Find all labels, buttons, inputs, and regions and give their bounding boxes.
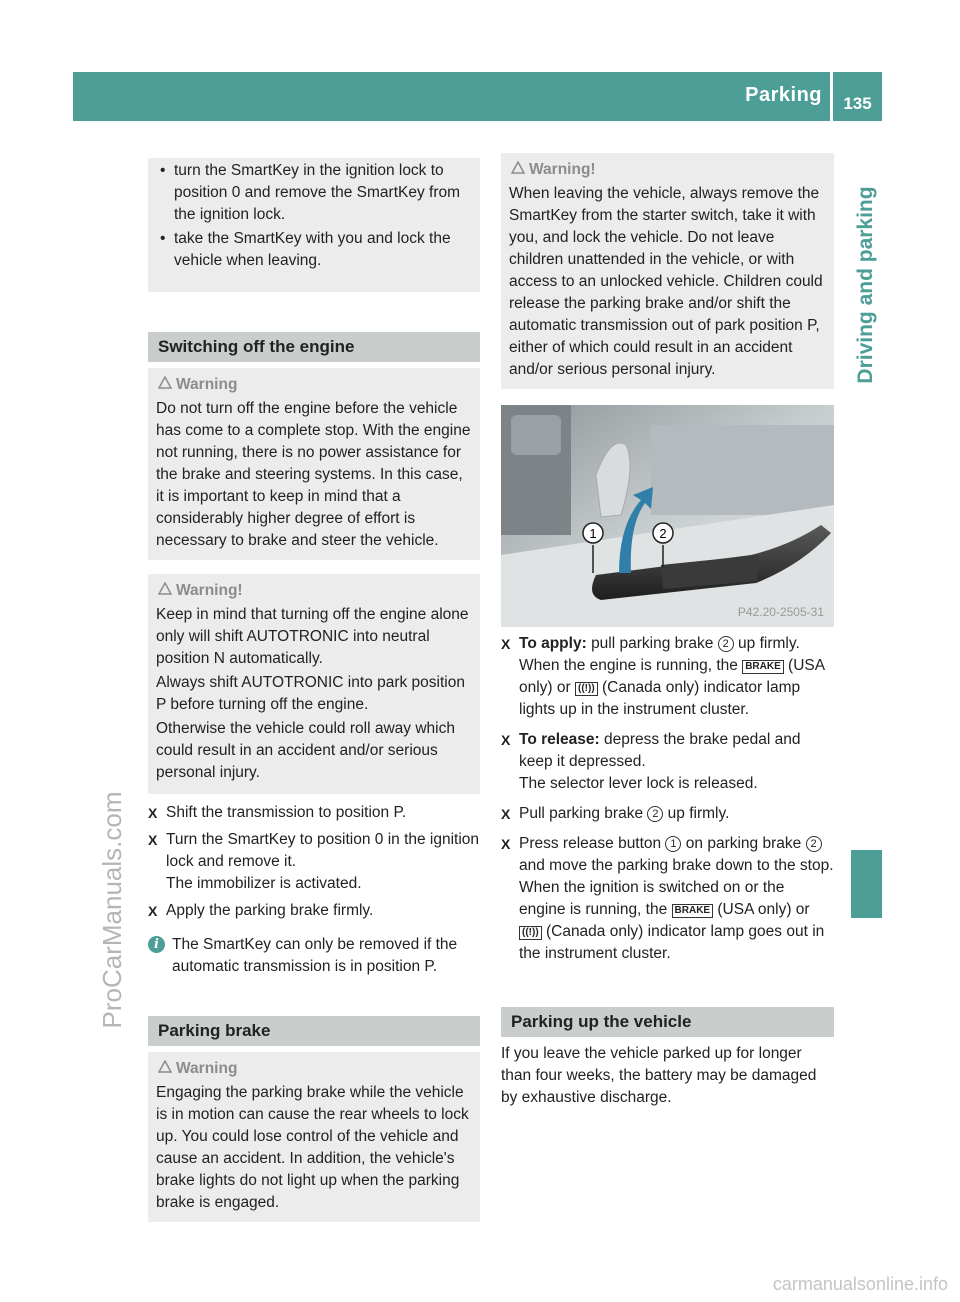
warning-box [501,153,834,389]
warning-box [148,574,480,794]
warning-title: Warning [156,1058,472,1080]
step-item: X Press release button 1 on parking brake 2 and move the parking brake down to the stop. When the ignition is switched on or the engine is running, the BRAKE (USA only) or ((!)) (Canada only) indicator lamp goes out in the instrument cluster. [501,833,834,965]
warning-text: When leaving the vehicle, always remove the SmartKey from the starter switch, take it with you, and lock the vehicle. Do not leave children unattended in the vehicle, or with access to an unlocked vehicle. Children could release the parking brake and/or shift the automatic transmission out of park position P, either of which could result in an accident and/or serious personal injury. [509,185,823,378]
side-marker [851,850,882,918]
parking-brake-photo [501,405,834,627]
info-icon: i [148,936,165,953]
steps-list [148,802,480,922]
warning-triangle-icon [158,374,176,396]
side-tab-label: Driving and parking [854,186,877,384]
photo-code: P42.20-2505-31 [737,605,824,619]
callout-2-symbol: 2 [718,636,734,652]
canada-brake-lamp-icon: ((!)) [519,926,542,940]
page-number: 135 [833,72,882,121]
step-item: X Turn the SmartKey to position 0 in the ignition lock and remove it. The immobilizer is activated. [148,829,480,895]
paragraph: If you leave the vehicle parked up for longer than four weeks, the battery may be damaged by exhaustive discharge. [501,1045,817,1106]
section-heading-switching-off: Switching off the engine [148,332,480,362]
warning-title: Warning! [509,159,826,181]
step-item: X To apply: pull parking brake 2 up firmly. When the engine is running, the BRAKE (USA only) or ((!)) (Canada only) indicator lamp lights up in the instrument cluster. [501,633,834,721]
info-note: i The SmartKey can only be removed if the automatic transmission is in position P. [148,934,480,978]
section-heading-parking-up: Parking up the vehicle [501,1007,834,1037]
warning-text: Do not turn off the engine before the vehicle has come to a complete stop. With the engine not running, there is no power assistance for the brake and steering systems. In this case, it is important to keep in mind that a considerably higher degree of effort is necessary to brake and steer the vehicle. [156,400,471,549]
watermark-bottom: carmanualsonline.info [772,1274,948,1294]
warning-triangle-icon [158,580,176,602]
list-item: • turn the SmartKey in the ignition lock to position 0 and remove the SmartKey from the ignition lock. [156,160,472,226]
warning-triangle-icon [158,1058,176,1080]
callout-2-symbol: 2 [647,806,663,822]
step-item: X Shift the transmission to position P. [148,802,480,824]
warning-title: Warning! [156,580,472,602]
warning-text: Engaging the parking brake while the vehicle is in motion can cause the rear wheels to lock up. You could lose control of the vehicle and cause an accident. In addition, the vehicle's brake lights do not light up when the parking brake is engaged. [156,1084,469,1211]
intro-bullets [156,160,472,284]
watermark-side: ProCarManuals.com [97,791,127,1029]
callout-1: 1 [589,526,597,541]
warning-box [148,1052,480,1222]
list-item: • take the SmartKey with you and lock the vehicle when leaving. [156,228,472,272]
parking-brake-illustration [501,405,834,627]
right-column [501,153,834,1109]
brake-lamp-icon: BRAKE [672,904,714,918]
callout-2-symbol: 2 [806,836,822,852]
brake-lamp-icon: BRAKE [742,660,784,674]
canada-brake-lamp-icon: ((!)) [575,682,598,696]
intro-box [148,158,480,292]
warning-text: Keep in mind that turning off the engine alone only will shift AUTOTRONIC into neutral position N automatically. Always shift AUTOTRONIC into park position P before turning off the engine. Otherwise the vehicle could roll away which could result in an accident and/or serious personal injury. [156,606,469,781]
page-title: Parking [745,84,822,106]
step-item: X To release: depress the brake pedal and keep it depressed. The selector lever lock is released. [501,729,834,795]
callout-1-symbol: 1 [665,836,681,852]
left-column [148,158,480,1222]
step-item: X Apply the parking brake firmly. [148,900,480,922]
step-item: X Pull parking brake 2 up firmly. [501,803,834,825]
warning-title: Warning [156,374,472,396]
callout-2: 2 [659,526,667,541]
warning-triangle-icon [511,159,529,181]
warning-box [148,368,480,560]
section-heading-parking-brake: Parking brake [148,1016,480,1046]
